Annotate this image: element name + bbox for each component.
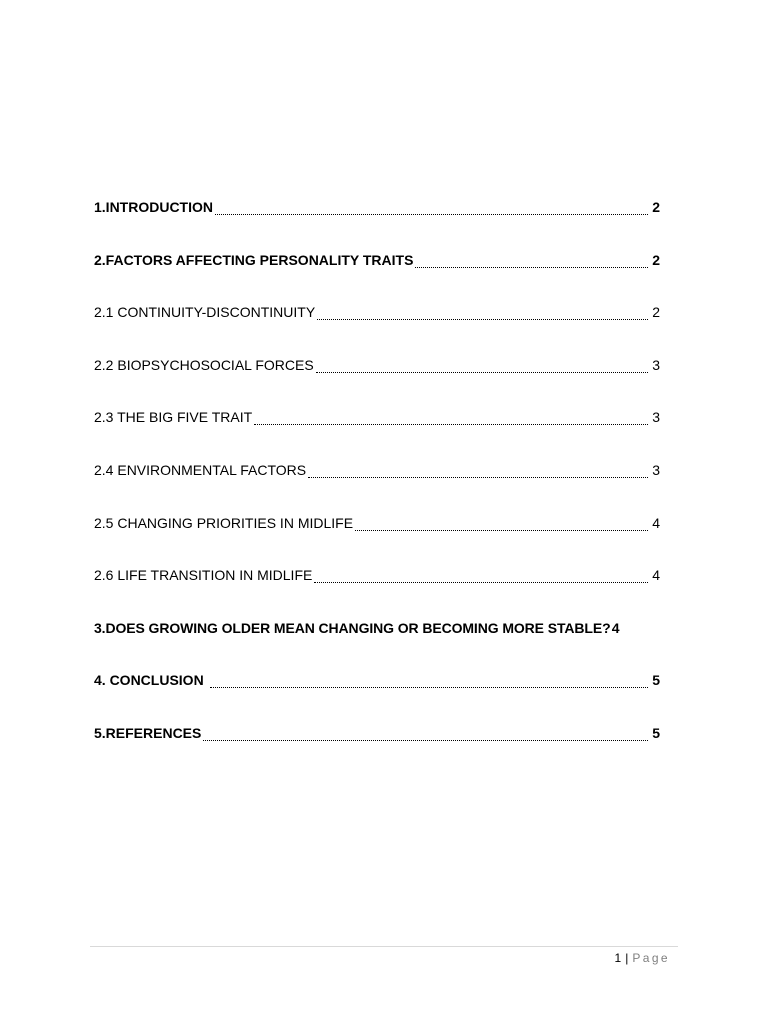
toc-dot-leader <box>203 739 648 741</box>
toc-entry-life-transition <box>94 564 660 584</box>
toc-entry-title: 2.2 BIOPSYCHOSOCIAL FORCES <box>94 356 314 373</box>
toc-dot-leader <box>317 318 648 320</box>
toc-dot-leader <box>314 581 648 583</box>
toc-entry-page: 4 <box>652 567 660 584</box>
toc-entry-page: 2 <box>652 251 660 268</box>
toc-entry-growing-older <box>94 617 660 637</box>
table-of-contents <box>94 196 660 775</box>
toc-entry-title: 2.FACTORS AFFECTING PERSONALITY TRAITS <box>94 251 414 268</box>
toc-entry-page: 2 <box>652 199 660 215</box>
toc-dot-leader <box>355 529 648 531</box>
toc-entry-environmental <box>94 459 660 479</box>
toc-entry-title: 5.REFERENCES <box>94 724 202 741</box>
toc-entry-page: 4 <box>611 619 620 636</box>
toc-entry-title: 2.4 ENVIRONMENTAL FACTORS <box>94 461 307 478</box>
toc-entry-conclusion <box>94 669 660 689</box>
toc-dot-leader <box>308 476 648 478</box>
toc-entry-title: 2.3 THE BIG FIVE TRAIT <box>94 409 253 426</box>
footer-page-number: 1 <box>614 951 622 965</box>
toc-entry-page: 5 <box>652 672 660 689</box>
toc-entry-factors <box>94 249 660 269</box>
footer-separator: | <box>625 951 629 965</box>
toc-entry-references <box>94 722 660 742</box>
toc-entry-page: 5 <box>652 724 660 741</box>
toc-entry-title: 2.6 LIFE TRANSITION IN MIDLIFE <box>94 567 313 584</box>
toc-dot-leader <box>316 371 648 373</box>
toc-entry-title: 3.DOES GROWING OLDER MEAN CHANGING OR BECOMING MORE STABLE? <box>94 619 611 636</box>
toc-entry-big-five <box>94 406 660 426</box>
footer-page-label: Page <box>632 951 670 965</box>
toc-entry-title: 2.5 CHANGING PRIORITIES IN MIDLIFE <box>94 514 354 531</box>
toc-entry-page: 3 <box>652 356 660 373</box>
toc-entry-introduction <box>94 196 660 216</box>
toc-entry-page: 3 <box>652 461 660 478</box>
toc-dot-leader <box>215 213 648 215</box>
toc-dot-leader <box>415 266 648 268</box>
toc-entry-priorities <box>94 512 660 532</box>
toc-entry-page: 3 <box>652 409 660 426</box>
page-footer <box>615 951 670 965</box>
toc-entry-biopsychosocial <box>94 354 660 374</box>
toc-dot-leader <box>254 423 648 425</box>
toc-entry-page: 2 <box>652 304 660 321</box>
footer-divider <box>90 946 678 947</box>
toc-entry-continuity <box>94 301 660 321</box>
toc-entry-title: 4. CONCLUSION <box>94 672 204 689</box>
toc-entry-title: 2.1 CONTINUITY-DISCONTINUITY <box>94 304 316 321</box>
toc-entry-page: 4 <box>652 514 660 531</box>
toc-dot-leader <box>210 686 648 688</box>
toc-entry-title: 1.INTRODUCTION <box>94 199 213 215</box>
